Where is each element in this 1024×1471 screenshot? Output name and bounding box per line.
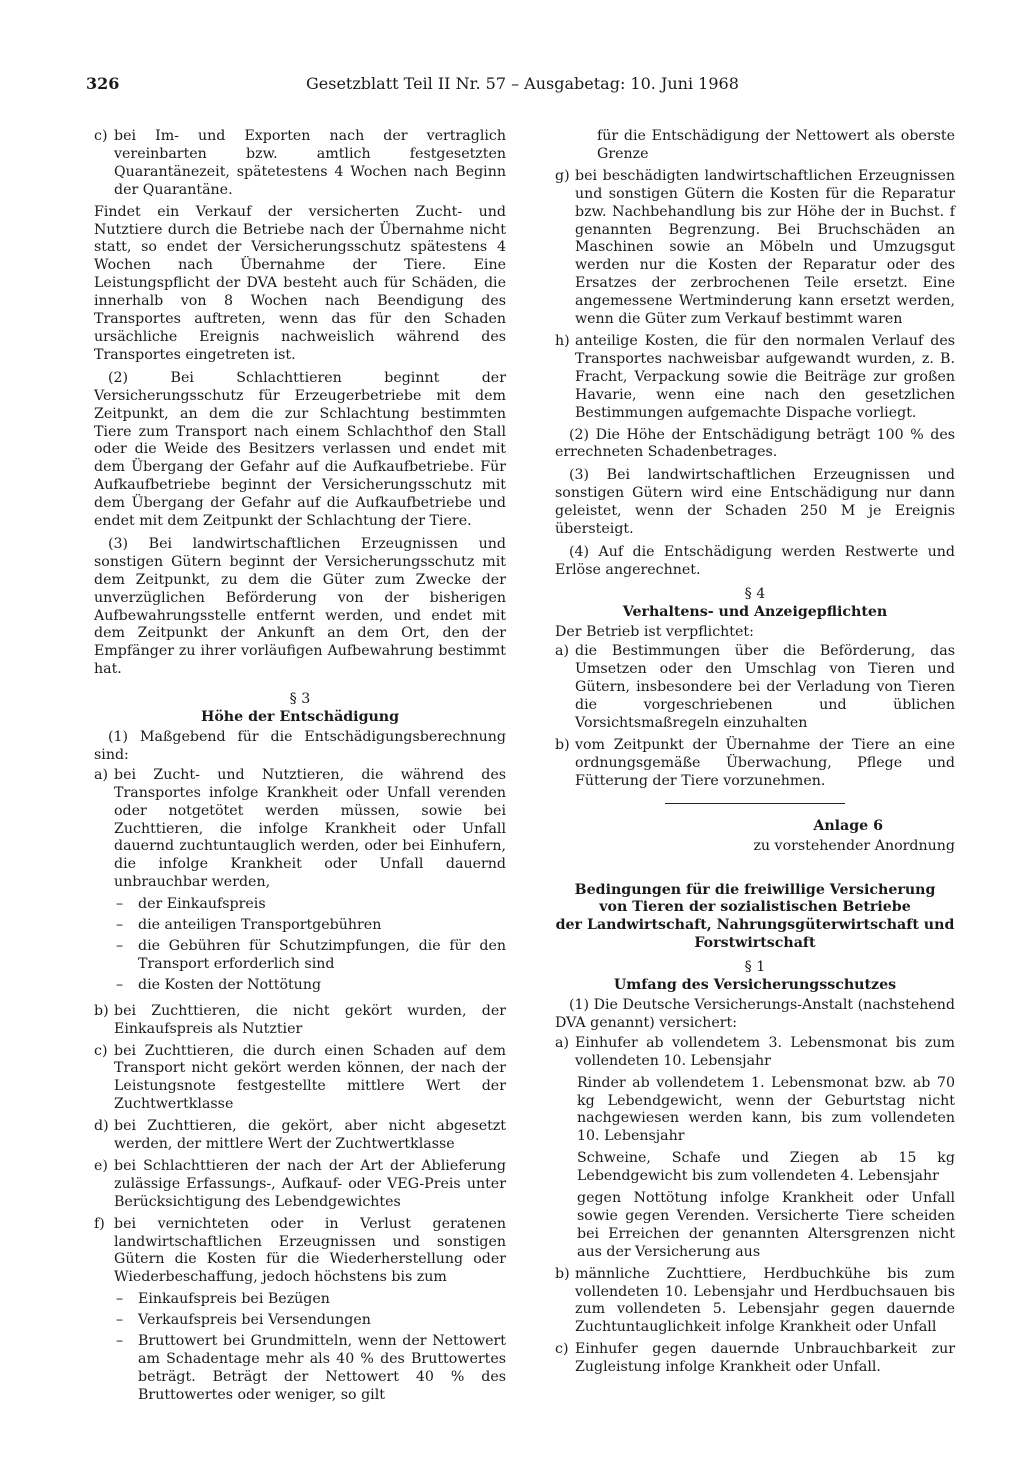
- list-item: c) Einhufer gegen dauernde Unbrauchbarkeit zur Zugleistung infolge Krankheit oder Unfall.: [555, 1341, 955, 1376]
- right-column: [555, 128, 955, 1381]
- section-number: § 3: [289, 691, 311, 708]
- dash-item: – Bruttowert bei Grundmitteln, wenn der Nettowert am Schadentage mehr als 40 % des Bruttowertes beträgt. Beträgt der Nettowert 40 % des Bruttowertes oder weniger, so gilt: [116, 1333, 506, 1403]
- annex-label: Anlage 6: [813, 817, 883, 834]
- list-item: h) anteilige Kosten, die für den normalen Verlauf des Transportes nachweisbar aufgewandt wurden, z. B. Fracht, Verpackung sowie die Beiträge zur großen Havarie, wenn eine nach den gesetzlichen Bestimmungen aufgemachte Dispache vorliegt.: [555, 332, 955, 421]
- dash-item: – Verkaufspreis bei Versendungen: [116, 1312, 371, 1329]
- list-item: b) männliche Zuchttiere, Herdbuchkühe bis zum vollendeten 10. Lebensjahr und Herdbuchsauen bis zum vollendeten 5. Lebensjahr gegen dauernde Zuchtuntauglichkeit infolge Krankheit oder Unfall: [555, 1265, 955, 1336]
- dash-item: – die Gebühren für Schutzimpfungen, die für den Transport erforderlich sind: [116, 937, 506, 972]
- paragraph: Der Betrieb ist verpflichtet:: [555, 623, 754, 640]
- continuation-text: Rinder ab vollendetem 1. Lebensmonat bzw. ab 70 kg Lebendgewicht, wenn der Geburtstag nicht nachgewiesen werden kann, bis zum vollendeten 10. Lebensjahr: [577, 1074, 955, 1145]
- left-column: [94, 128, 506, 1408]
- header-title: Gesetzblatt Teil II Nr. 57 – Ausgabetag: 10. Juni 1968: [306, 74, 739, 93]
- paragraph: (1) Maßgebend für die Entschädigungsberechnung sind:: [94, 729, 506, 763]
- continuation-text: gegen Nottötung infolge Krankheit oder Unfall sowie gegen Verenden. Versicherte Tiere scheiden bei Erreichen der genannten Altersgrenzen nicht aus der Versicherung aus: [577, 1190, 955, 1260]
- dash-item: – die anteiligen Transportgebühren: [116, 917, 382, 934]
- document-title: Bedingungen für die freiwillige Versicherung von Tieren der sozialistischen Betriebe der Landwirtschaft, Nahrungsgüterwirtschaft und Forstwirtschaft: [555, 881, 955, 952]
- list-item: f) bei vernichteten oder in Verlust geratenen landwirtschaftlichen Erzeugnissen und sonstigen Gütern die Kosten für die Wiederherstellung oder Wiederbeschaffung, jedoch höchstens bis zum: [94, 1215, 506, 1286]
- list-item: a) bei Zucht- und Nutztieren, die während des Transportes infolge Krankheit oder Unfall verenden oder notgetötet werden müssen, sowie bei Zuchttieren, die infolge Krankheit oder Unfall dauernd zuchtuntauglich werden, oder bei Einhufern, die infolge Krankheit oder Unfall dauernd unbrauchbar werden,: [94, 766, 506, 891]
- list-item: e) bei Schlachttieren der nach der Art der Ablieferung zulässige Erfassungs-, Aufkauf- oder VEG-Preis unter Berücksichtigung des Lebendgewichtes: [94, 1157, 506, 1210]
- paragraph: (3) Bei landwirtschaftlichen Erzeugnissen und sonstigen Gütern wird eine Entschädigung nur dann geleistet, wenn der Schaden 250 M je Ereignis übersteigt.: [555, 467, 955, 538]
- list-item: c) bei Zuchttieren, die durch einen Schaden auf dem Transport nicht gekört werden können, der nach der Leistungsnote festgestellte mittlere Wert der Zuchtwertklasse: [94, 1042, 506, 1113]
- paragraph: (2) Bei Schlachttieren beginnt der Versicherungsschutz für Erzeugerbetriebe mit dem Zeitpunkt, an dem die zur Schlachtung bestimmten Tiere zum Transport nach einem Schlachthof den Stall oder die Weide des Besitzers verlassen und endet mit dem Übergang der Gefahr auf die Aufkaufbetriebe. Für Aufkaufbetriebe beginnt der Versicherungsschutz mit dem Übergang der Gefahr auf die Aufkaufbetriebe und endet mit dem Zeitpunkt der Schlachtung der Tiere.: [94, 369, 506, 530]
- list-item: g) bei beschädigten landwirtschaftlichen Erzeugnissen und sonstigen Gütern die Kosten für die Reparatur bzw. Nachbehandlung bis zur Höhe der in Buchst. f genannten Begrenzung. Bei Bruchschäden an Maschinen sowie an Möbeln und Umzugsgut werden nur die Kosten der Reparatur oder des Ersatzes der zerbrochenen Teile ersetzt. Eine angemessene Wertminderung kann ersetzt werden, wenn die Güter zum Verkauf bestimmt waren: [555, 167, 955, 328]
- list-item: b) bei Zuchttieren, die nicht gekört wurden, der Einkaufspreis als Nutztier: [94, 1002, 506, 1037]
- list-item: b) vom Zeitpunkt der Übernahme der Tiere an eine ordnungsgemäße Überwachung, Pflege und Fütterung der Tiere vorzunehmen.: [555, 737, 955, 789]
- paragraph: Findet ein Verkauf der versicherten Zucht- und Nutztiere durch die Betriebe nach der Übernahme nicht statt, so endet der Versicherungsschutz spätestens 4 Wochen nach Übernahme der Tiere. Eine Leistungspflicht der DVA besteht auch für Schäden, die innerhalb von 8 Wochen nach Beendigung des Transportes auftreten, wenn das für den Schaden ursächliche Ereignis nachweislich während des Transportes eingetreten ist.: [94, 203, 506, 363]
- paragraph: (4) Auf die Entschädigung werden Restwerte und Erlöse angerechnet.: [555, 543, 955, 578]
- list-item: d) bei Zuchttieren, die gekört, aber nicht abgesetzt werden, der mittlere Wert der Zuchtwertklasse: [94, 1118, 506, 1153]
- section-heading: Verhaltens- und Anzeigepflichten: [622, 603, 888, 620]
- section-number: § 1: [744, 959, 766, 976]
- section-number: § 4: [744, 585, 766, 602]
- section-heading: Umfang des Versicherungsschutzes: [613, 977, 897, 994]
- continuation-text: Schweine, Schafe und Ziegen ab 15 kg Lebendgewicht bis zum vollendeten 4. Lebensjahr: [577, 1150, 955, 1185]
- dash-item: – Einkaufspreis bei Bezügen: [116, 1291, 330, 1308]
- continuation-text: für die Entschädigung der Nettowert als oberste Grenze: [597, 128, 955, 162]
- list-item: a) Einhufer ab vollendetem 3. Lebensmonat bis zum vollendeten 10. Lebensjahr: [555, 1034, 955, 1069]
- page-header: [86, 74, 954, 100]
- paragraph: (1) Die Deutsche Versicherungs-Anstalt (nachstehend DVA genannt) versichert:: [555, 996, 955, 1031]
- paragraph: (2) Die Höhe der Entschädigung beträgt 100 % des errechneten Schadenbetrages.: [555, 426, 955, 461]
- list-item: c) bei Im- und Exporten nach der vertraglich vereinbarten bzw. amtlich festgesetzten Quarantänezeit, spätetestens 4 Wochen nach Beginn der Quarantäne.: [94, 128, 506, 198]
- list-item: a) die Bestimmungen über die Beförderung, das Umsetzen oder den Umschlag von Tieren und Gütern, insbesondere bei der Verladung von Tieren die vorgeschriebenen und üblichen Vorsichtsmaßregeln einzuhalten: [555, 643, 955, 732]
- dash-item: – der Einkaufspreis: [116, 896, 266, 913]
- dash-item: – die Kosten der Nottötung: [116, 976, 322, 993]
- annex-subtitle: zu vorstehender Anordnung: [753, 837, 955, 854]
- divider: [665, 803, 845, 804]
- section-heading: Höhe der Entschädigung: [200, 709, 400, 726]
- page-number: 326: [86, 74, 120, 93]
- paragraph: (3) Bei landwirtschaftlichen Erzeugnissen und sonstigen Gütern beginnt der Versicherungsschutz mit dem Zeitpunkt, zu dem die Güter zum Zwecke der unverzüglichen Beförderung von der bisherigen Aufbewahrungsstelle entfernt werden, und endet mit dem Zeitpunkt der Ankunft an dem Ort, den der Empfänger zu ihrer vorläufigen Aufbewahrung bestimmt hat.: [94, 535, 506, 678]
